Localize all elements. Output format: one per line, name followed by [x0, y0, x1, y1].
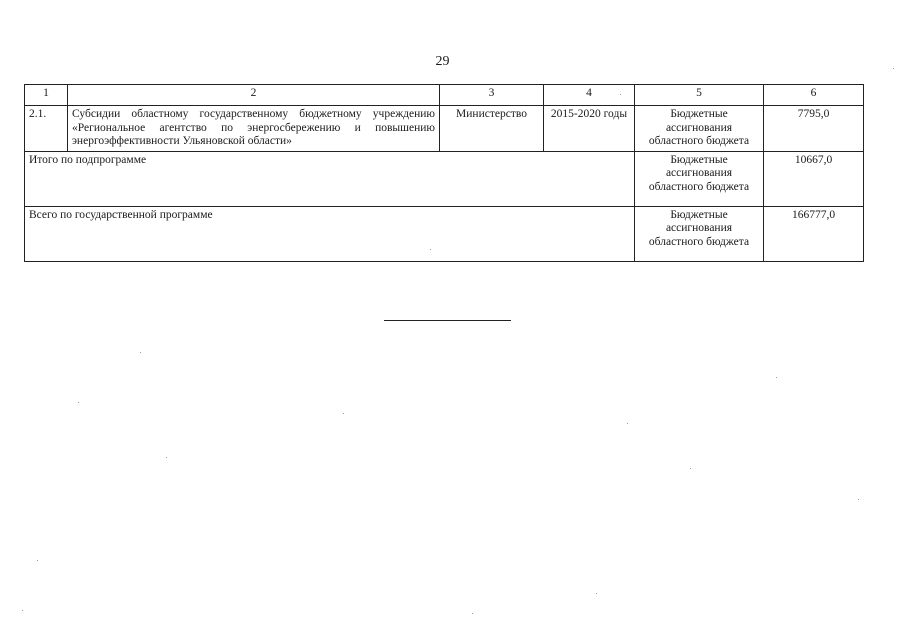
table-header-row [25, 85, 864, 106]
header-col-1: 1 [25, 85, 68, 106]
subtotal-funding-source: Бюджетные ассигнования областного бюджета [635, 151, 764, 206]
row-period: 2015-2020 годы [544, 106, 635, 152]
total-amount: 166777,0 [764, 206, 864, 261]
header-col-4: 4 [544, 85, 635, 106]
scan-speck [776, 377, 777, 378]
header-col-5: 5 [635, 85, 764, 106]
scan-speck [858, 499, 859, 500]
separator-line [384, 320, 511, 321]
scan-speck [166, 457, 167, 458]
scan-speck [37, 560, 38, 561]
scan-speck [627, 423, 628, 424]
scan-speck [22, 610, 23, 611]
budget-table [24, 84, 864, 262]
row-executor: Министерство [440, 106, 544, 152]
scan-speck [343, 413, 344, 414]
row-funding-source: Бюджетные ассигнования областного бюджета [635, 106, 764, 152]
scan-speck [620, 94, 621, 95]
scan-speck [472, 613, 473, 614]
subtotal-amount: 10667,0 [764, 151, 864, 206]
header-col-6: 6 [764, 85, 864, 106]
scan-speck [596, 593, 597, 594]
header-col-3: 3 [440, 85, 544, 106]
scan-speck [78, 402, 79, 403]
row-amount: 7795,0 [764, 106, 864, 152]
scan-speck [690, 468, 691, 469]
total-row [25, 206, 864, 261]
page-number: 29 [435, 54, 450, 69]
scan-speck [893, 68, 894, 69]
total-funding-source: Бюджетные ассигнования областного бюджета [635, 206, 764, 261]
subtotal-label: Итого по подпрограмме [25, 151, 635, 206]
table-row [25, 106, 864, 152]
total-label: Всего по государственной программе [25, 206, 635, 261]
header-col-2: 2 [68, 85, 440, 106]
scan-speck [430, 249, 431, 250]
subtotal-row [25, 151, 864, 206]
row-number: 2.1. [25, 106, 68, 152]
scan-speck [140, 352, 141, 353]
row-description: Субсидии областному государственному бюджетному учреждению «Региональное агентство по энергосбережению и повышению энергоэффективности Ульяновской области» [68, 106, 440, 152]
